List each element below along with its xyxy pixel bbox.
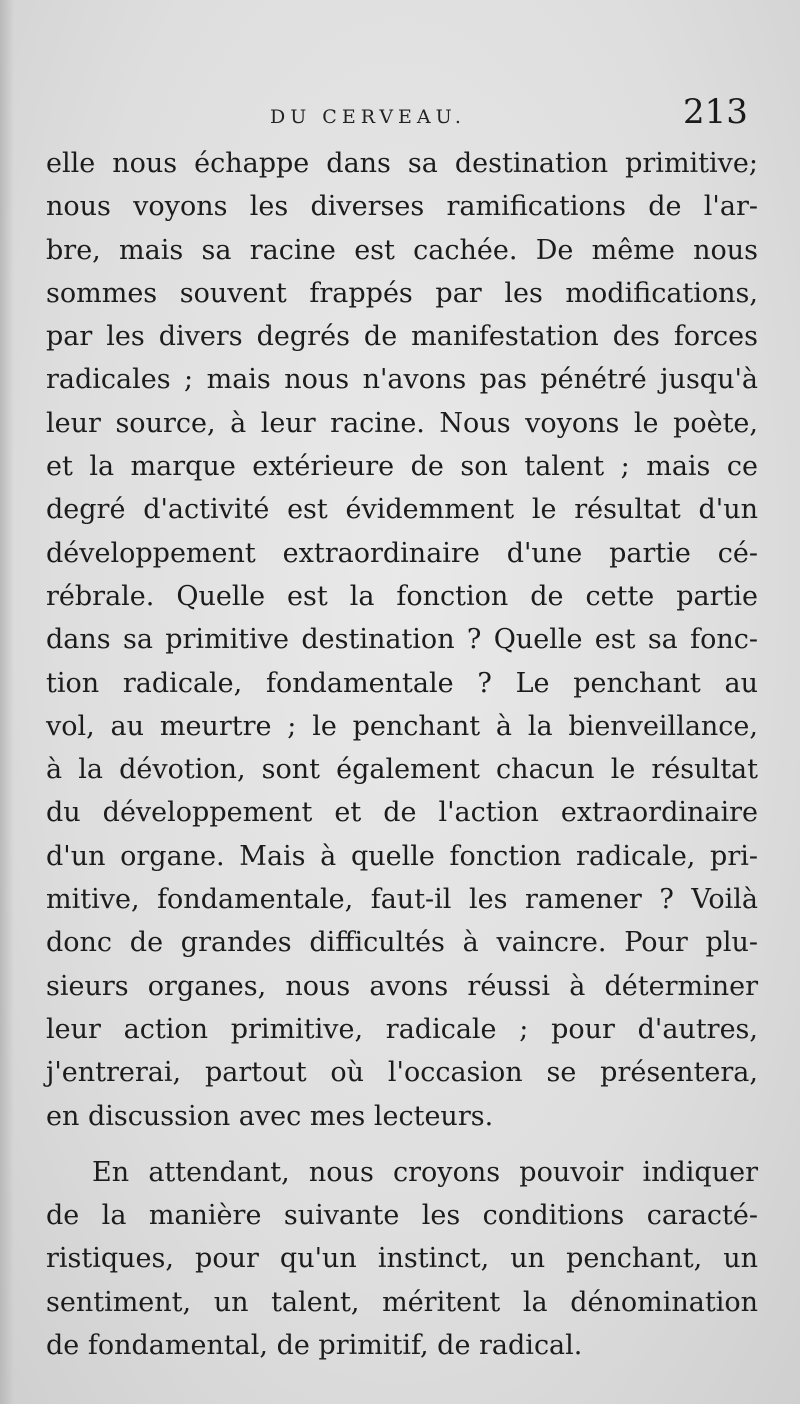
text-line: sieurs organes, nous avons réussi à déterminer	[46, 970, 758, 1002]
text-line: bre, mais sa racine est cachée. De même nous	[46, 234, 758, 266]
paragraph	[46, 1151, 758, 1367]
text-line: de fondamental, de primitif, de radical.	[46, 1330, 583, 1362]
text-line: elle nous échappe dans sa destination primitive;	[46, 148, 758, 179]
text-line: vol, au meurtre ; le penchant à la bienveillance,	[46, 710, 758, 742]
text-line: j'entrerai, partout où l'occasion se présentera,	[46, 1057, 758, 1089]
text-line: du développement et de l'action extraordinaire	[46, 797, 758, 829]
text-line: par les divers degrés de manifestation des forces	[46, 321, 758, 353]
text-line: sommes souvent frappés par les modifications,	[46, 277, 758, 309]
text-line: rébrale. Quelle est la fonction de cette partie	[46, 580, 758, 612]
text-line: à la dévotion, sont également chacun le résultat	[46, 754, 758, 786]
text-line: de la manière suivante les conditions caracté-	[46, 1200, 758, 1232]
running-header	[0, 92, 800, 136]
text-line: ristiques, pour qu'un instinct, un penchant, un	[46, 1243, 758, 1275]
paragraph	[46, 142, 758, 1138]
text-line: donc de grandes difficultés à vaincre. Pour plu-	[46, 927, 758, 959]
text-line: En attendant, nous croyons pouvoir indiquer	[92, 1156, 758, 1188]
text-line: d'un organe. Mais à quelle fonction radicale, pri-	[46, 840, 758, 872]
body-text	[46, 142, 758, 1367]
text-line: tion radicale, fondamentale ? Le penchant au	[46, 667, 758, 699]
text-line: et la marque extérieure de son talent ; mais ce	[46, 451, 758, 483]
text-line: degré d'activité est évidemment le résultat d'un	[46, 494, 758, 526]
text-line: développement extraordinaire d'une partie cé-	[46, 537, 758, 569]
paragraph-gap	[46, 1138, 758, 1151]
text-line: mitive, fondamentale, faut-il les ramener ? Voilà	[46, 884, 758, 916]
text-line: dans sa primitive destination ? Quelle est sa fonc-	[46, 624, 758, 656]
text-line: radicales ; mais nous n'avons pas pénétré jusqu'à	[46, 364, 758, 396]
text-line: leur action primitive, radicale ; pour d'autres,	[46, 1013, 758, 1045]
header-title: DU CERVEAU.	[270, 106, 466, 128]
text-line: en discussion avec mes lecteurs.	[46, 1100, 494, 1132]
text-line: sentiment, un talent, méritent la dénomination	[46, 1286, 758, 1318]
text-line: nous voyons les diverses ramifications de l'ar-	[46, 191, 758, 223]
text-line: leur source, à leur racine. Nous voyons le poète,	[46, 407, 758, 439]
page-number: 213	[683, 92, 748, 132]
